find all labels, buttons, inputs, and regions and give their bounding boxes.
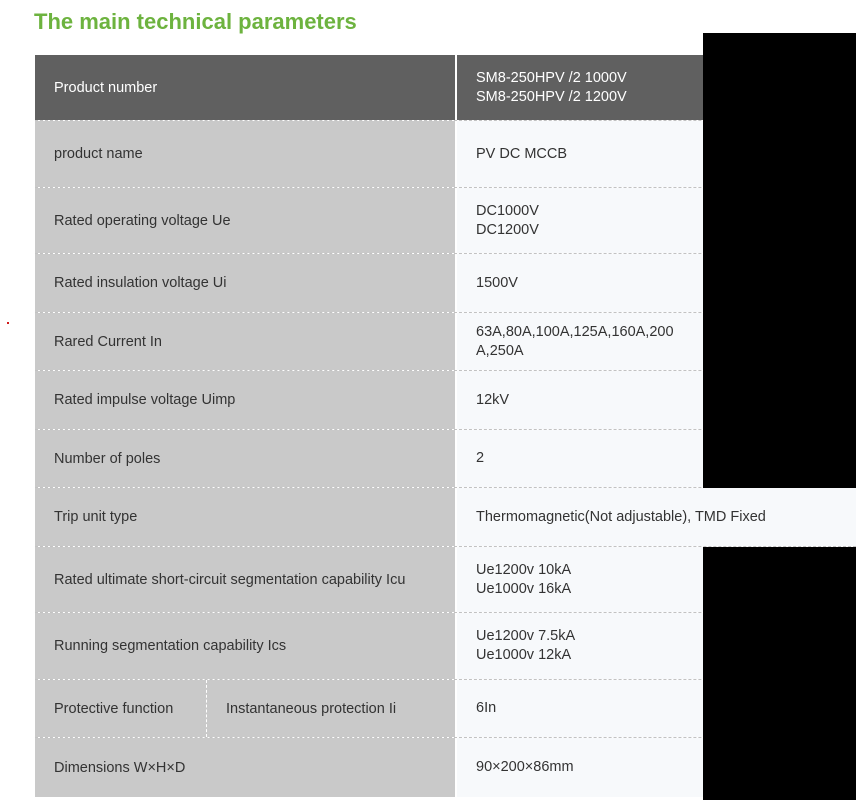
- row-value-text: DC1000V DC1200V: [476, 202, 539, 238]
- row-value-text: 6In: [476, 700, 497, 716]
- row-label: Trip unit type: [35, 488, 455, 546]
- row-label-main: Protective function: [35, 680, 207, 737]
- row-label: Rated operating voltage Ue: [35, 188, 455, 253]
- row-label: Rated ultimate short-circuit segmentation capability Icu: [35, 547, 455, 612]
- row-value-text: 90×200×86mm: [476, 759, 574, 775]
- redaction-block-top: [703, 33, 856, 488]
- row-sublabel: Instantaneous protection Ii: [226, 700, 397, 717]
- table-row-trip-unit-type: [35, 488, 856, 547]
- row-label: Running segmentation capability Ics: [35, 613, 455, 679]
- row-label: product name: [35, 121, 455, 187]
- red-dot-mark: [7, 322, 9, 324]
- row-value-text: Thermomagnetic(Not adjustable), TMD Fixed: [476, 508, 766, 525]
- row-label: Rated insulation voltage Ui: [35, 254, 455, 312]
- header-value-text: SM8-250HPV /2 1000V SM8-250HPV /2 1200V: [476, 69, 627, 105]
- row-value-text: 63A,80A,100A,125A,160A,200 A,250A: [476, 323, 674, 359]
- row-label: Rated impulse voltage Uimp: [35, 371, 455, 429]
- page-title: The main technical parameters: [34, 9, 357, 34]
- row-label: [35, 680, 455, 737]
- row-value-text: Ue1200v 7.5kA Ue1000v 12kA: [476, 628, 576, 663]
- row-label: Number of poles: [35, 430, 455, 487]
- row-value-text: Ue1200v 10kA Ue1000v 16kA: [476, 561, 572, 597]
- row-value-text: PV DC MCCB: [476, 145, 568, 162]
- header-label: Product number: [35, 55, 455, 120]
- redaction-block-bottom: [703, 547, 856, 800]
- row-label: Rared Current In: [35, 313, 455, 370]
- row-label: Dimensions W×H×D: [35, 738, 455, 797]
- row-value-text: 2: [476, 450, 485, 466]
- row-value: [455, 488, 856, 546]
- row-value-text: 1500V: [476, 274, 518, 291]
- row-value-text: 12kV: [476, 391, 510, 408]
